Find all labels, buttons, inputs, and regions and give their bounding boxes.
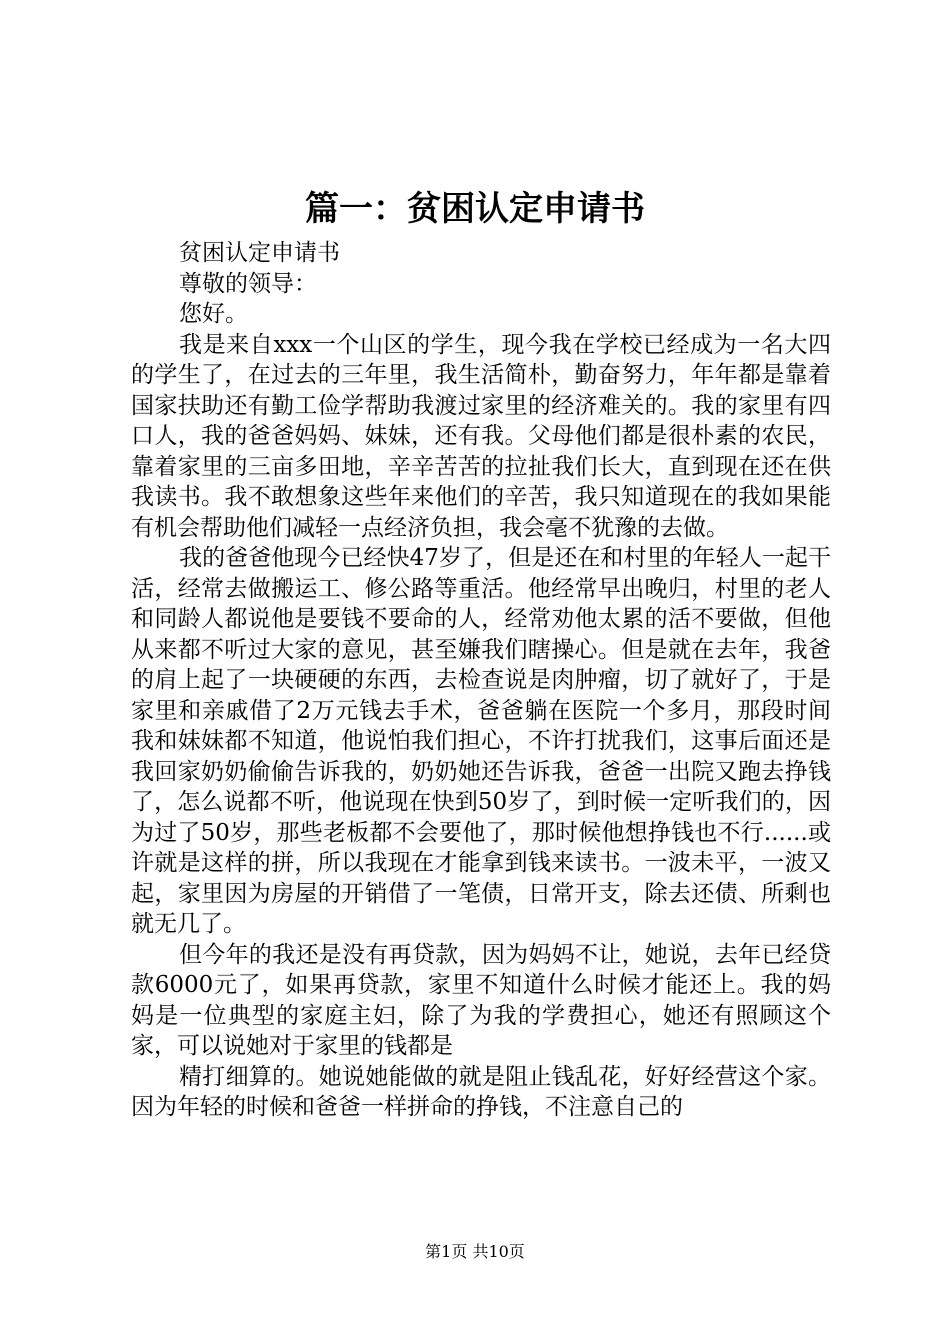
paragraph-greeting: 您好。 [179,301,248,327]
paragraph: 精打细算的。她说她能做的就是阻止钱乱花，好好经营这个家。因为年轻的时候和爸爸一样拼命的挣钱，不注意自己的 [131,1063,831,1120]
document-body [131,238,831,1123]
paragraph-salutation: 尊敬的领导： [179,270,317,297]
paragraph-heading: 贫困认定申请书 [179,240,340,266]
paragraph: 我的爸爸他现今已经快47岁了，但是还在和村里的年轻人一起干活，经常去做搬运工、修公路等重活。他经常早出晚归，村里的老人和同龄人都说他是要钱不要命的人，经常劝他太累的活不要做，但他从来都不听过大家的意见，甚至嫌我们瞎操心。但是就在去年，我爸的肩上起了一块硬硬的东西，去检查说是肉肿瘤，切了就好了，于是家里和亲戚借了2万元钱去手术，爸爸躺在医院一个多月，那段时间我和妹妹都不知道，他说怕我们担心，不许打扰我们，这事后面还是我回家奶奶偷偷告诉我的，奶奶她还告诉我，爸爸一出院又跑去挣钱了，怎么说都不听，他说现在快到50岁了，到时候一定听我们的，因为过了50岁，那些老板都不会要他了，那时候他想挣钱也不行......或许就是这样的拼，所以我现在才能拿到钱来读书。一波未平，一波又起，家里因为房屋的开销借了一笔债，日常开支，除去还债、所剩也就无几了。 [131,545,831,937]
paragraph: 但今年的我还是没有再贷款，因为妈妈不让，她说，去年已经贷款6000元了，如果再贷款，家里不知道什么时候才能还上。我的妈妈是一位典型的家庭主妇，除了为我的学费担心，她还有照顾这个家，可以说她对于家里的钱都是 [131,941,831,1059]
document-title: 篇一：贫困认定申请书 [305,189,645,229]
paragraph: 我是来自xxx一个山区的学生，现今我在学校已经成为一名大四的学生了，在过去的三年里，我生活简朴，勤奋努力，年年都是靠着国家扶助还有勤工俭学帮助我渡过家里的经济难关的。我的家里有四口人，我的爸爸妈妈、妹妹，还有我。父母他们都是很朴素的农民，靠着家里的三亩多田地，辛辛苦苦的拉扯我们长大，直到现在还在供我读书。我不敢想象这些年来他们的辛苦，我只知道现在的我如果能有机会帮助他们减轻一点经济负担，我会毫不犹豫的去做。 [131,331,831,541]
page-number: 第1页 共10页 [425,1242,525,1261]
